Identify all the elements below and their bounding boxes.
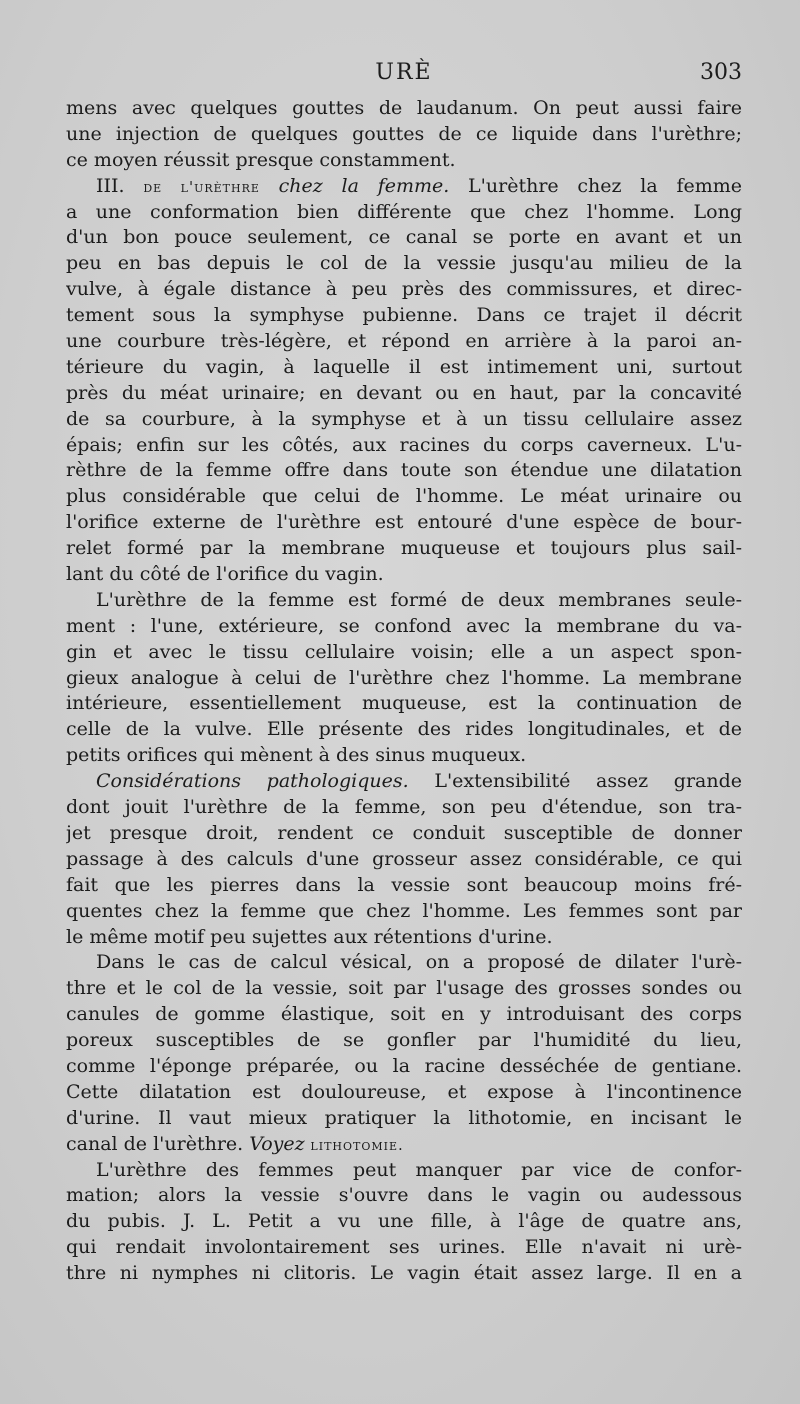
text-line: petits orifices qui mènent à des sinus muqueux. xyxy=(66,744,527,767)
text-line: intérieure, essentiellement muqueuse, est la continuation de xyxy=(66,692,742,715)
text-line: épais; enfin sur les côtés, aux racines du corps caverneux. L'u- xyxy=(66,433,742,456)
text-line: Dans le cas de calcul vésical, on a proposé de dilater l'urè- xyxy=(96,951,742,974)
page-number: 303 xyxy=(700,60,742,85)
text-line: Cette dilatation est douloureuse, et expose à l'incontinence xyxy=(66,1080,742,1103)
section-number: III. xyxy=(96,174,144,197)
text-line: gieux analogue à celui de l'urèthre chez l'homme. La membrane xyxy=(66,666,742,689)
text-line: a une conformation bien différente que chez l'homme. Long xyxy=(66,200,742,223)
text-line: L'urèthre des femmes peut manquer par vice de confor- xyxy=(96,1158,742,1181)
text-line: celle de la vulve. Elle présente des rides longitudinales, et de xyxy=(66,718,742,741)
text-line: du pubis. J. L. Petit a vu une fille, à l'âge de quatre ans, xyxy=(66,1210,742,1233)
text-line: mation; alors la vessie s'ouvre dans le vagin ou audessous xyxy=(66,1184,742,1207)
text-line: une courbure très-légère, et répond en arrière à la paroi an- xyxy=(66,330,742,353)
subsection-title: Considérations pathologiques. xyxy=(96,770,409,793)
text-line: relet formé par la membrane muqueuse et toujours plus sail- xyxy=(66,537,742,560)
body-text xyxy=(66,96,742,1287)
text-line: près du méat urinaire; en devant ou en haut, par la concavité xyxy=(66,381,742,404)
text-line: passage à des calculs d'une grosseur assez considérable, ce qui xyxy=(66,847,742,870)
cross-reference-line xyxy=(66,1132,742,1158)
text-line: mens avec quelques gouttes de laudanum. On peut aussi faire xyxy=(66,97,742,119)
text-line: vulve, à égale distance à peu près des commissures, et direc- xyxy=(66,278,742,301)
section-heading-line xyxy=(66,174,742,200)
text-line: d'urine. Il vaut mieux pratiquer la lithotomie, en incisant le xyxy=(66,1106,742,1129)
running-title: URÈ xyxy=(375,60,433,85)
cross-reference-lead: canal de l'urèthre. xyxy=(66,1132,250,1155)
subsection-text: L'extensibilité assez grande xyxy=(408,770,742,793)
text-line: peu en bas depuis le col de la vessie jusqu'au milieu de la xyxy=(66,252,742,275)
text-line: lant du côté de l'orifice du vagin. xyxy=(66,563,384,586)
text-line: comme l'éponge préparée, ou la racine desséchée de gentiane. xyxy=(66,1054,742,1077)
text-line: poreux susceptibles de se gonfler par l'humidité du lieu, xyxy=(66,1029,742,1052)
text-line: rèthre de la femme offre dans toute son étendue une dilatation xyxy=(66,459,742,482)
text-line: L'urèthre de la femme est formé de deux membranes seule- xyxy=(96,588,742,611)
text-line: thre ni nymphes ni clitoris. Le vagin était assez large. Il en a xyxy=(66,1262,742,1285)
section-title-italic: chez la femme. xyxy=(259,174,450,197)
text-line: plus considérable que celui de l'homme. Le méat urinaire ou xyxy=(66,485,742,508)
text-line: ce moyen réussit presque constamment. xyxy=(66,148,456,171)
text-line: le même motif peu sujettes aux rétentions d'urine. xyxy=(66,925,553,948)
running-head xyxy=(66,60,742,90)
cross-reference-voyez: Voyez xyxy=(249,1132,305,1155)
text-line: dont jouit l'urèthre de la femme, son peu d'étendue, son tra- xyxy=(66,796,742,819)
text-line: l'orifice externe de l'urèthre est entouré d'une espèce de bour- xyxy=(66,511,742,534)
text-line: de sa courbure, à la symphyse et à un tissu cellulaire assez xyxy=(66,407,742,430)
text-line: térieure du vagin, à laquelle il est intimement uni, surtout xyxy=(66,355,742,378)
subsection-heading-line xyxy=(66,769,742,795)
text-line: fait que les pierres dans la vessie sont beaucoup moins fré- xyxy=(66,873,742,896)
text-line: ment : l'une, extérieure, se confond avec la membrane du va- xyxy=(66,614,742,637)
text-line: canules de gomme élastique, soit en y introduisant des corps xyxy=(66,1003,742,1026)
text-line: gin et avec le tissu cellulaire voisin; elle a un aspect spon- xyxy=(66,640,742,663)
text-line: quentes chez la femme que chez l'homme. Les femmes sont par xyxy=(66,899,742,922)
text-line: d'un bon pouce seulement, ce canal se porte en avant et un xyxy=(66,226,742,249)
text-line: qui rendait involontairement ses urines. Elle n'avait ni urè- xyxy=(66,1236,742,1259)
text-line: une injection de quelques gouttes de ce liquide dans l'urèthre; xyxy=(66,122,742,145)
text-line: tement sous la symphyse pubienne. Dans ce trajet il décrit xyxy=(66,304,742,327)
text-line: jet presque droit, rendent ce conduit susceptible de donner xyxy=(66,821,742,844)
section-title-smallcaps: de l'urèthre xyxy=(143,177,260,196)
cross-reference-target: lithotomie. xyxy=(304,1135,404,1154)
text-line: thre et le col de la vessie, soit par l'usage des grosses sondes ou xyxy=(66,977,742,1000)
section-text: L'urèthre chez la femme xyxy=(449,174,742,197)
